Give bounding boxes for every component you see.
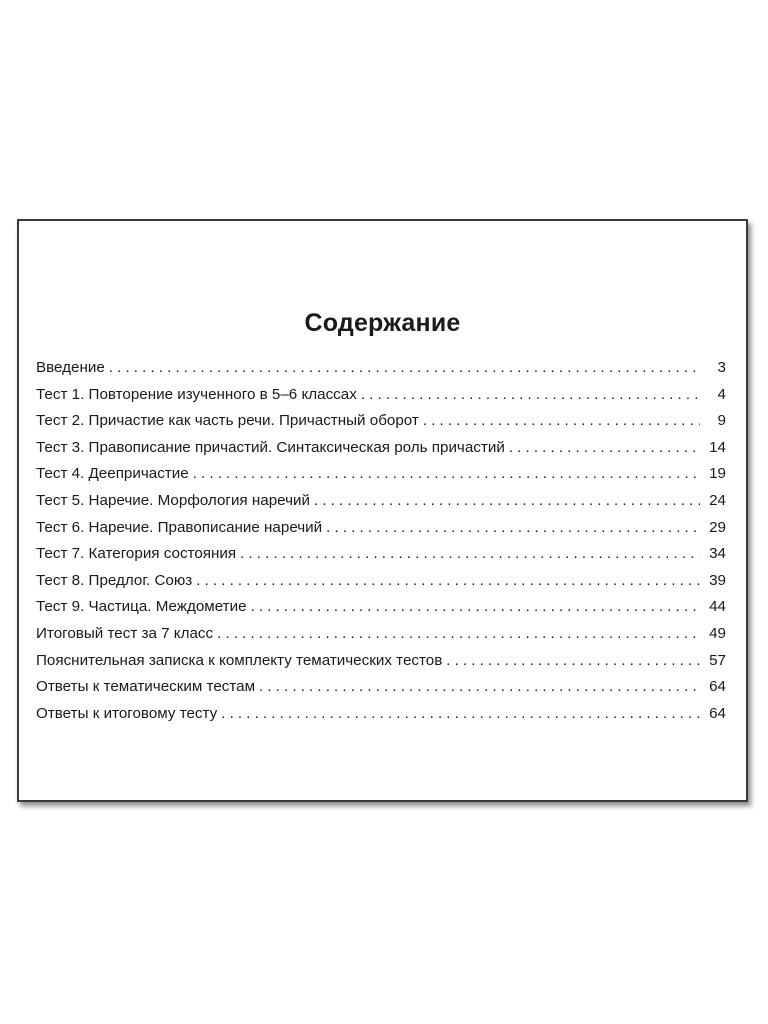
toc-entry-page: 9 — [717, 412, 726, 430]
toc-entry-page: 49 — [709, 624, 726, 642]
dot-leader — [314, 488, 700, 515]
toc-entry-page: 57 — [709, 651, 726, 669]
dot-leader — [196, 568, 700, 595]
dot-leader — [423, 408, 700, 435]
toc-entry-page: 24 — [709, 491, 726, 509]
dot-leader — [361, 382, 700, 409]
toc-entry-page: 64 — [709, 678, 726, 696]
toc-entry — [36, 355, 726, 382]
toc-entry-title: Тест 6. Наречие. Правописание наречий — [36, 518, 323, 536]
dot-leader — [326, 515, 700, 542]
table-of-contents — [36, 355, 726, 727]
toc-entry-title: Тест 7. Категория состояния — [36, 545, 237, 563]
toc-entry-page: 64 — [709, 704, 726, 722]
toc-entry-page: 39 — [709, 571, 726, 589]
dot-leader — [217, 621, 700, 648]
page-title: Содержание — [304, 309, 461, 337]
toc-entry-title: Тест 5. Наречие. Морфология наречий — [36, 491, 310, 509]
toc-entry-title: Введение — [36, 359, 105, 376]
toc-entry-page: 19 — [709, 465, 726, 483]
toc-entry — [36, 515, 726, 542]
toc-entry — [36, 382, 726, 409]
dot-leader — [193, 461, 700, 488]
dot-leader — [221, 701, 700, 728]
dot-leader — [240, 541, 700, 568]
toc-entry-title: Тест 2. Причастие как часть речи. Причастный оборот — [36, 412, 419, 430]
toc-entry-page: 14 — [709, 438, 726, 456]
dot-leader — [446, 648, 700, 675]
toc-entry-title: Тест 3. Правописание причастий. Синтаксическая роль причастий — [36, 438, 505, 456]
toc-entry-title: Тест 8. Предлог. Союз — [36, 571, 193, 589]
toc-entry — [36, 435, 726, 462]
toc-entry-title: Ответы к тематическим тестам — [36, 678, 256, 696]
toc-entry — [36, 621, 726, 648]
toc-entry-title: Ответы к итоговому тесту — [36, 704, 218, 722]
toc-entry — [36, 488, 726, 515]
toc-entry — [36, 461, 726, 488]
toc-entry — [36, 541, 726, 568]
toc-entry-page: 44 — [709, 598, 726, 616]
dot-leader — [251, 594, 700, 621]
toc-entry-page: 4 — [717, 385, 726, 403]
toc-entry — [36, 408, 726, 435]
dot-leader — [259, 674, 700, 701]
toc-entry-page: 34 — [709, 545, 726, 563]
toc-entry — [36, 701, 726, 728]
toc-entry — [36, 648, 726, 675]
toc-entry-title: Тест 4. Деепричастие — [36, 465, 189, 483]
dot-leader — [509, 435, 700, 462]
toc-entry-page: 3 — [717, 359, 726, 376]
toc-page — [17, 219, 748, 802]
toc-entry-title: Тест 9. Частица. Междометие — [36, 598, 247, 616]
toc-entry-page: 29 — [709, 518, 726, 536]
toc-entry — [36, 674, 726, 701]
toc-entry-title: Тест 1. Повторение изученного в 5–6 классах — [36, 385, 357, 403]
toc-entry-title: Пояснительная записка к комплекту тематических тестов — [36, 651, 443, 669]
toc-entry-title: Итоговый тест за 7 класс — [36, 624, 214, 642]
dot-leader — [109, 355, 700, 382]
toc-entry — [36, 594, 726, 621]
toc-entry — [36, 568, 726, 595]
